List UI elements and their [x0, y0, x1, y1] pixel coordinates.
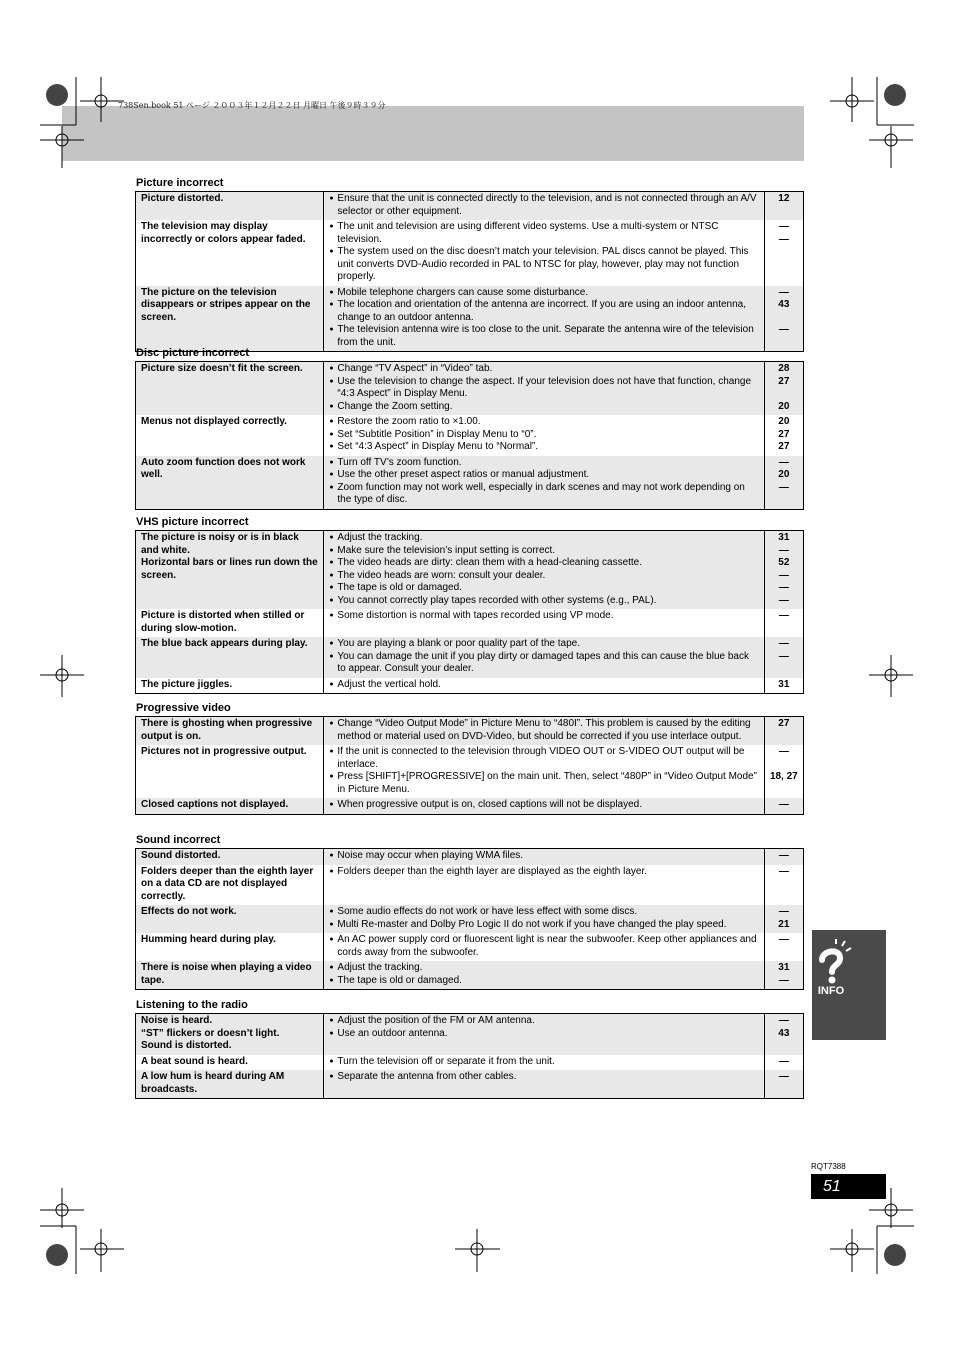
remedy-item: ● Adjust the tracking. [329, 962, 757, 975]
page-ref: 12 [778, 193, 790, 204]
remedy-item: ● You can damage the unit if you play dirty or damaged tapes and this can cause the blue back to appear. Consult your dealer. [329, 651, 757, 676]
remedy-cell [324, 745, 764, 798]
remedy-item: ● Change the Zoom setting. [329, 401, 757, 414]
remedy-cell [324, 531, 764, 610]
table-row [136, 456, 804, 510]
symptom-text: Noise is heard. [141, 1015, 213, 1026]
troubleshooting-table [135, 1013, 804, 1099]
remedy-item: ● Use an outdoor antenna. [329, 1028, 757, 1041]
remedy-item: ● Some audio effects do not work or have less effect with some discs. [329, 906, 757, 919]
page-ref: — [778, 850, 789, 861]
remedy-item: ● Turn off TV’s zoom function. [329, 457, 757, 470]
remedy-item: ● Set “Subtitle Position” in Display Menu to “0”. [329, 429, 757, 442]
remedy-cell [324, 1055, 764, 1071]
page-ref-cell [764, 192, 803, 221]
symptom-text: Folders deeper than the eighth layer on a data CD are not displayed correctly. [141, 865, 314, 902]
symptom-text: The picture is noisy or is in black and white. [141, 532, 299, 556]
page-ref: 31 [778, 678, 790, 690]
page-ref: 43 [778, 1027, 790, 1039]
table-row [136, 531, 804, 610]
symptom-text: A beat sound is heard. [141, 1055, 248, 1067]
page-ref: 43 [778, 299, 790, 310]
section-sound-incorrect [135, 834, 804, 990]
page-ref: — [778, 324, 789, 335]
remedy-cell [324, 220, 764, 286]
page-ref: — [778, 544, 789, 556]
remedy-item: ● The tape is old or damaged. [329, 975, 757, 988]
page-ref: 28 [778, 363, 790, 374]
symptom-cell [136, 717, 324, 746]
symptom-text: Sound is distorted. [141, 1040, 232, 1051]
table-row [136, 220, 804, 286]
table-row [136, 717, 804, 746]
page-ref-cell [764, 637, 803, 678]
page-ref: 27 [778, 375, 790, 387]
page-ref: — [778, 569, 789, 581]
remedy-cell [324, 415, 764, 456]
page-ref: — [778, 582, 789, 593]
page-ref: — [778, 610, 789, 621]
symptom-text: Pictures not in progressive output. [141, 746, 307, 757]
page-ref: — [778, 1055, 789, 1067]
symptom-text: Closed captions not displayed. [141, 799, 289, 810]
table-row [136, 1070, 804, 1099]
page-ref-cell [764, 745, 803, 798]
table-row [136, 286, 804, 352]
remedy-cell [324, 905, 764, 933]
remedy-cell [324, 849, 764, 865]
page-ref: 52 [778, 557, 790, 568]
symptom-cell [136, 1070, 324, 1099]
page-ref: — [778, 594, 789, 606]
page-ref-cell [764, 678, 803, 694]
page-ref: — [778, 934, 789, 945]
table-row [136, 637, 804, 678]
remedy-cell [324, 1014, 764, 1055]
page-ref-cell [764, 415, 803, 456]
page-ref: — [778, 906, 789, 917]
symptom-text: Horizontal bars or lines run down the screen. [141, 557, 318, 581]
symptom-cell [136, 678, 324, 694]
page-ref-cell [764, 362, 803, 416]
symptom-cell [136, 933, 324, 961]
table-row [136, 849, 804, 865]
page-ref-cell [764, 220, 803, 286]
section-progressive-video [135, 702, 804, 815]
symptom-text: “ST” flickers or doesn’t light. [141, 1027, 280, 1039]
symptom-cell [136, 1055, 324, 1071]
table-row [136, 961, 804, 990]
remedy-item: ● Set “4:3 Aspect” in Display Menu to “Normal”. [329, 441, 757, 454]
table-row [136, 415, 804, 456]
table-row [136, 678, 804, 694]
page-ref: — [778, 233, 789, 245]
remedy-item: ● Use the television to change the aspect. If your television does not have that function, change “4:3 Aspect” in Display Menu. [329, 376, 757, 401]
page-ref-cell [764, 1014, 803, 1055]
symptom-cell [136, 286, 324, 352]
remedy-cell [324, 1070, 764, 1099]
remedy-item: ● The location and orientation of the antenna are incorrect. If you are using an indoor antenna, change to an outdoor antenna. [329, 299, 757, 324]
page-ref: 21 [778, 918, 790, 930]
symptom-cell [136, 1014, 324, 1055]
page-ref [767, 388, 801, 401]
page-ref: — [778, 974, 789, 986]
remedy-cell [324, 678, 764, 694]
page-ref-cell [764, 1070, 803, 1099]
page-number-box [811, 1174, 886, 1199]
symptom-cell [136, 745, 324, 798]
symptom-text: Picture distorted. [141, 193, 224, 204]
page-ref-cell [764, 609, 803, 637]
page-ref: 27 [778, 441, 790, 452]
remedy-item: ● The video heads are dirty: clean them with a head-cleaning cassette. [329, 557, 757, 570]
page-ref: — [778, 650, 789, 662]
remedy-item: ● Use the other preset aspect ratios or manual adjustment. [329, 469, 757, 482]
remedy-item: ● Multi Re-master and Dolby Pro Logic II do not work if you have changed the play speed. [329, 919, 757, 932]
troubleshooting-table [135, 530, 804, 694]
remedy-item: ● An AC power supply cord or fluorescent light is near the subwoofer. Keep other appliances and cords away from the subwoofer. [329, 934, 757, 959]
page-ref: 31 [778, 532, 790, 543]
page-ref: — [778, 1015, 789, 1026]
symptom-cell [136, 849, 324, 865]
remedy-item: ● Adjust the vertical hold. [329, 679, 757, 692]
remedy-item: ● The tape is old or damaged. [329, 582, 757, 595]
page-ref: — [778, 221, 789, 232]
page-ref: — [778, 1071, 789, 1082]
section-title: Listening to the radio [136, 999, 248, 1011]
symptom-text: Effects do not work. [141, 906, 237, 917]
symptom-text: Humming heard during play. [141, 934, 276, 945]
table-row [136, 905, 804, 933]
symptom-text: The television may display incorrectly or colors appear faded. [141, 221, 306, 245]
symptom-text: There is ghosting when progressive output is on. [141, 718, 313, 742]
remedy-cell [324, 286, 764, 352]
page-ref: — [778, 456, 789, 468]
remedy-item: ● When progressive output is on, closed captions will not be displayed. [329, 799, 757, 812]
remedy-item: ● Noise may occur when playing WMA files. [329, 850, 757, 863]
section-title: Picture incorrect [136, 177, 224, 189]
table-row [136, 1014, 804, 1055]
symptom-text: There is noise when playing a video tape. [141, 962, 312, 986]
page-ref-cell [764, 456, 803, 510]
table-row [136, 933, 804, 961]
symptom-cell [136, 531, 324, 610]
symptom-text: The picture jiggles. [141, 678, 233, 690]
remedy-cell [324, 192, 764, 221]
table-row [136, 865, 804, 906]
section-title: VHS picture incorrect [136, 516, 249, 528]
symptom-text: Sound distorted. [141, 850, 221, 861]
symptom-text: Picture size doesn’t fit the screen. [141, 363, 303, 374]
troubleshooting-table [135, 191, 804, 352]
symptom-text: The blue back appears during play. [141, 638, 308, 649]
page-header-band [62, 106, 804, 161]
remedy-cell [324, 717, 764, 746]
remedy-item: ● The system used on the disc doesn’t match your television. PAL discs cannot be played. This unit converts DVD-Audio recorded in PAL to NTSC for play, however, play may not function properly. [329, 246, 757, 284]
remedy-item: ● You cannot correctly play tapes recorded with other systems (e.g., PAL). [329, 595, 757, 608]
page-ref-cell [764, 961, 803, 990]
remedy-item: ● Turn the television off or separate it from the unit. [329, 1056, 757, 1069]
remedy-item: ● Adjust the tracking. [329, 532, 757, 545]
page-ref: — [778, 286, 789, 298]
symptom-cell [136, 798, 324, 814]
remedy-item: ● You are playing a blank or poor quality part of the tape. [329, 638, 757, 651]
symptom-cell [136, 415, 324, 456]
symptom-cell [136, 220, 324, 286]
symptom-text: Picture is distorted when stilled or during slow-motion. [141, 610, 305, 634]
page-ref-cell [764, 865, 803, 906]
symptom-cell [136, 192, 324, 221]
remedy-cell [324, 456, 764, 510]
section-title: Sound incorrect [136, 834, 221, 846]
page-ref: 27 [778, 718, 790, 729]
page-ref: — [778, 746, 789, 757]
remedy-cell [324, 609, 764, 637]
symptom-text: A low hum is heard during AM broadcasts. [141, 1071, 285, 1095]
remedy-item: ● Change “TV Aspect” in “Video” tab. [329, 363, 757, 376]
remedy-item: ● The video heads are worn: consult your dealer. [329, 570, 757, 583]
section-picture-incorrect [135, 177, 804, 352]
table-row [136, 609, 804, 637]
page-ref [767, 759, 801, 772]
file-stamp: 738Sen.book 51 ページ ２００３年１２月２２日 月曜日 午後９時３９分 [118, 101, 386, 110]
troubleshooting-table [135, 361, 804, 510]
table-row [136, 362, 804, 416]
page-ref-cell [764, 798, 803, 814]
page-ref: 31 [778, 962, 790, 973]
remedy-item: ● Make sure the television’s input setting is correct. [329, 545, 757, 558]
table-row [136, 1055, 804, 1071]
remedy-cell [324, 637, 764, 678]
page-ref-cell [764, 286, 803, 352]
page-ref: 18, 27 [769, 771, 798, 782]
page-number: 51 [823, 1178, 841, 1195]
remedy-item: ● Press [SHIFT]+[PROGRESSIVE] on the main unit. Then, select “480P” in “Video Output Mode” in Picture Menu. [329, 771, 757, 796]
page-ref: — [778, 865, 789, 877]
section-disc-picture-incorrect [135, 347, 804, 510]
symptom-cell [136, 961, 324, 990]
troubleshooting-table [135, 716, 804, 815]
model-code: RQT7388 [811, 1162, 846, 1171]
remedy-item: ● If the unit is connected to the television through VIDEO OUT or S-VIDEO OUT output will be interlace. [329, 746, 757, 771]
page-ref: 20 [778, 469, 790, 480]
page-ref-cell [764, 905, 803, 933]
remedy-cell [324, 798, 764, 814]
table-row [136, 192, 804, 221]
page-ref: — [778, 638, 789, 649]
remedy-item: ● Adjust the position of the FM or AM antenna. [329, 1015, 757, 1028]
page-ref-cell [764, 531, 803, 610]
section-listening-to-radio [135, 999, 804, 1099]
page-ref: — [778, 799, 789, 810]
remedy-item: ● Zoom function may not work well, especially in dark scenes and may not work depending on the type of disc. [329, 482, 757, 507]
remedy-cell [324, 362, 764, 416]
page-ref-cell [764, 1055, 803, 1071]
section-title: Disc picture incorrect [136, 347, 250, 359]
page-ref: 20 [778, 400, 790, 412]
remedy-item: ● Restore the zoom ratio to ×1.00. [329, 416, 757, 429]
symptom-cell [136, 865, 324, 906]
remedy-item: ● Change “Video Output Mode” in Picture Menu to “480I”. This problem is caused by the editing method or material used on DVD-Video, but should be corrected if you use interlace output. [329, 718, 757, 743]
troubleshooting-table [135, 848, 804, 990]
section-vhs-picture-incorrect [135, 516, 804, 694]
remedy-cell [324, 933, 764, 961]
page-ref: 27 [778, 428, 790, 440]
symptom-text: Auto zoom function does not work well. [141, 456, 306, 480]
table-row [136, 798, 804, 814]
symptom-cell [136, 362, 324, 416]
remedy-item: ● Mobile telephone chargers can cause some disturbance. [329, 287, 757, 300]
remedy-item: ● The television antenna wire is too close to the unit. Separate the antenna wire of the television from the unit. [329, 324, 757, 349]
page-ref-cell [764, 933, 803, 961]
page-ref: 20 [778, 416, 790, 427]
table-row [136, 745, 804, 798]
page-ref [767, 312, 801, 325]
remedy-item: ● Some distortion is normal with tapes recorded using VP mode. [329, 610, 757, 623]
section-title: Progressive video [136, 702, 231, 714]
page-ref: — [778, 481, 789, 493]
remedy-cell [324, 865, 764, 906]
symptom-cell [136, 905, 324, 933]
page-ref-cell [764, 717, 803, 746]
symptom-cell [136, 609, 324, 637]
symptom-text: The picture on the television disappears or stripes appear on the screen. [141, 286, 311, 323]
page-ref-cell [764, 849, 803, 865]
remedy-item: ● The unit and television are using different video systems. Use a multi-system or NTSC television. [329, 221, 757, 246]
symptom-text: Menus not displayed correctly. [141, 416, 287, 427]
remedy-item: ● Folders deeper than the eighth layer are displayed as the eighth layer. [329, 866, 757, 879]
info-label: INFO [817, 985, 845, 997]
remedy-cell [324, 961, 764, 990]
remedy-item: ● Ensure that the unit is connected directly to the television, and is not connected through an A/V selector or other equipment. [329, 193, 757, 218]
symptom-cell [136, 637, 324, 678]
remedy-item: ● Separate the antenna from other cables. [329, 1071, 757, 1084]
symptom-cell [136, 456, 324, 510]
